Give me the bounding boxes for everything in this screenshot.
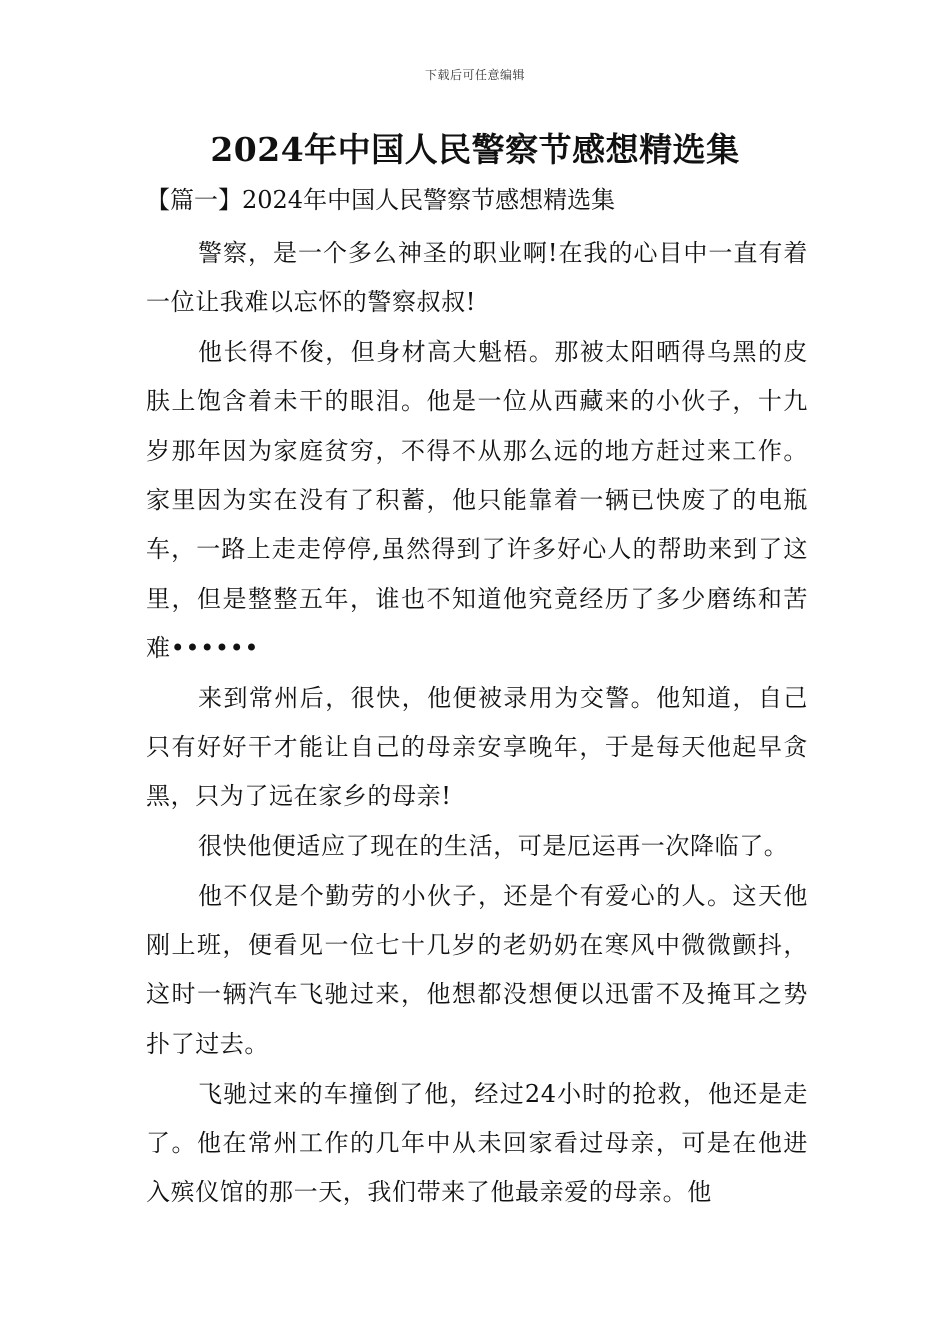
paragraph: 他长得不俊，但身材高大魁梧。那被太阳晒得乌黑的皮肤上饱含着未干的眼泪。他是一位从西藏来的小伙子，十九岁那年因为家庭贫穷，不得不从那么远的地方赶过来工作。家里因为实在没有了积蓄，他只能靠着一辆已快废了的电瓶车，一路上走走停停,虽然得到了许多好心人的帮助来到了这里，但是整整五年，谁也不知道他究竟经历了多少磨练和苦难••••••: [146, 338, 808, 662]
paragraph: 他不仅是个勤劳的小伙子，还是个有爱心的人。这天他刚上班，便看见一位七十几岁的老奶奶在寒风中微微颤抖，这时一辆汽车飞驰过来，他想都没想便以迅雷不及掩耳之势扑了过去。: [146, 881, 808, 1058]
document-title: 2024年中国人民警察节感想精选集: [210, 130, 740, 169]
section-heading: 【篇一】2024年中国人民警察节感想精选集: [146, 186, 616, 214]
paragraph: 警察，是一个多么神圣的职业啊!在我的心目中一直有着一位让我难以忘怀的警察叔叔!: [146, 239, 808, 317]
header-note: 下载后可任意编辑: [424, 68, 525, 82]
paragraph: 飞驰过来的车撞倒了他，经过24小时的抢救，他还是走了。他在常州工作的几年中从未回家看过母亲，可是在他进入殡仪馆的那一天，我们带来了他最亲爱的母亲。他: [146, 1079, 808, 1207]
paragraph: 来到常州后，很快，他便被录用为交警。他知道，自己只有好好干才能让自己的母亲安享晚年，于是每天他起早贪黑，只为了远在家乡的母亲!: [146, 683, 808, 811]
document-body: [146, 180, 808, 1218]
paragraph: 很快他便适应了现在的生活，可是厄运再一次降临了。: [198, 832, 789, 861]
